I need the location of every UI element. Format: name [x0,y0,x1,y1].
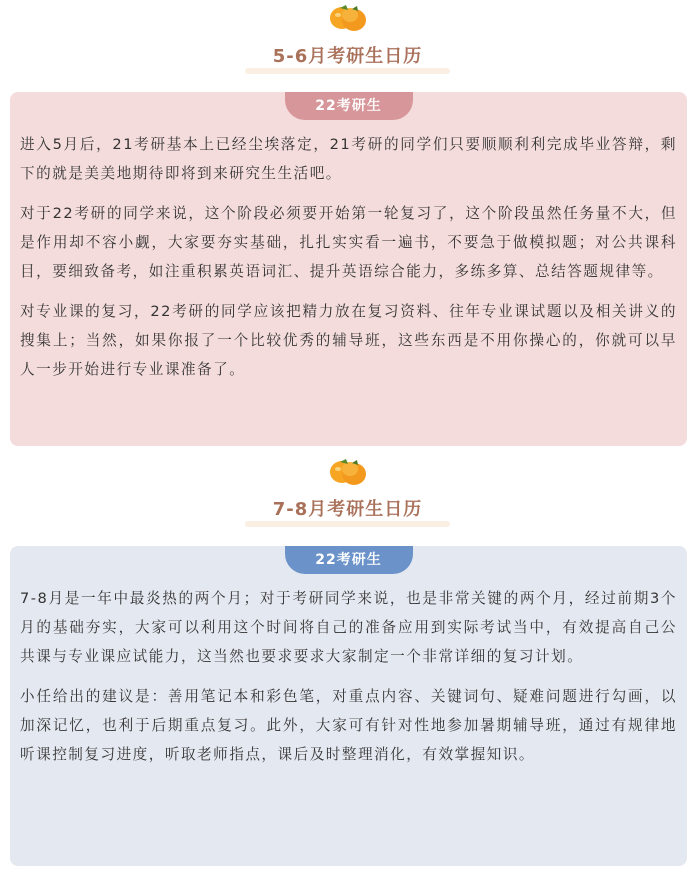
title-underline [245,68,450,74]
paragraph: 进入5月后，21考研基本上已经尘埃落定，21考研的同学们只要顺顺利利完成毕业答辩，剩下的就是美美地期待即将到来研究生生活吧。 [20,136,677,182]
content-card [10,92,687,446]
card-tab-label: 22考研生 [285,92,413,120]
paragraph: 小任给出的建议是：善用笔记本和彩色笔，对重点内容、关键词句、疑难问题进行勾画，以加深记忆，也利于后期重点复习。此外，大家可有针对性地参加暑期辅导班，通过有规律地听课控制复习进度，听取老师指点，课后及时整理消化，有效掌握知识。 [20,688,677,763]
title-underline [245,521,450,527]
card-tab-label: 22考研生 [285,546,413,574]
paragraph: 对于22考研的同学来说，这个阶段必须要开始第一轮复习了，这个阶段虽然任务量不大，但是作用却不容小觑，大家要夯实基础，扎扎实实看一遍书，不要急于做模拟题；对公共课科目，要细致备考，如注重积累英语词汇、提升英语综合能力，多练多算、总结答题规律等。 [20,205,677,280]
section-title: 5-6月考研生日历 [272,46,423,67]
persimmon-fruit-icon [326,2,370,32]
paragraph: 7-8月是一年中最炎热的两个月；对于考研同学来说，也是非常关键的两个月，经过前期3个月的基础夯实，大家可以利用这个时间将自己的准备应用到实际考试当中，有效提高自己公共课与专业课应试能力，这当然也要求要求大家制定一个非常详细的复习计划。 [20,590,677,665]
paragraph: 对专业课的复习，22考研的同学应该把精力放在复习资料、往年专业课试题以及相关讲义的搜集上；当然，如果你报了一个比较优秀的辅导班，这些东西是不用你操心的，你就可以早人一步开始进行专业课准备了。 [20,303,677,378]
persimmon-fruit-icon [326,456,370,486]
section-title: 7-8月考研生日历 [272,499,423,520]
content-card [10,546,687,866]
